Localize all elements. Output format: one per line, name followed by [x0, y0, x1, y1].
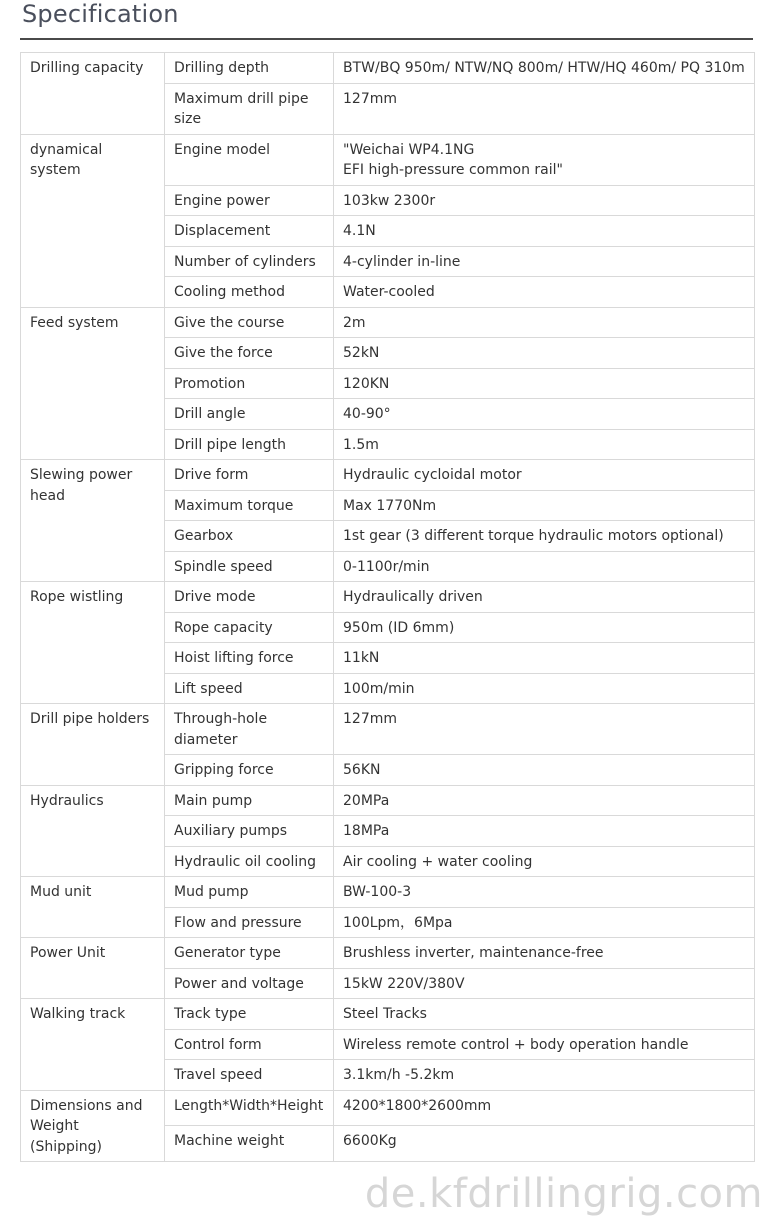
item-cell: Drive form	[165, 460, 334, 491]
item-cell: Gripping force	[165, 755, 334, 786]
item-cell: Control form	[165, 1029, 334, 1060]
page-title: Specification	[22, 0, 179, 28]
watermark-text: de.kfdrillingrig.com	[364, 1171, 763, 1217]
value-cell: 2m	[334, 307, 755, 338]
category-cell: Walking track	[21, 999, 165, 1091]
item-cell: Flow and pressure	[165, 907, 334, 938]
spec-row	[21, 1090, 755, 1126]
item-cell: Track type	[165, 999, 334, 1030]
value-cell: "Weichai WP4.1NG EFI high-pressure common rail"	[334, 134, 755, 185]
value-cell: Brushless inverter, maintenance-free	[334, 938, 755, 969]
value-cell: 4.1N	[334, 216, 755, 247]
item-cell: Drill pipe length	[165, 429, 334, 460]
spec-row	[21, 877, 755, 908]
value-cell: 1.5m	[334, 429, 755, 460]
value-cell: 950m (ID 6mm)	[334, 612, 755, 643]
item-cell: Rope capacity	[165, 612, 334, 643]
category-cell: Drill pipe holders	[21, 704, 165, 786]
item-cell: Gearbox	[165, 521, 334, 552]
category-cell: Dimensions and Weight (Shipping)	[21, 1090, 165, 1162]
value-cell: Air cooling + water cooling	[334, 846, 755, 877]
spec-row	[21, 785, 755, 816]
spec-row	[21, 307, 755, 338]
value-cell: 127mm	[334, 704, 755, 755]
value-cell: 15kW 220V/380V	[334, 968, 755, 999]
value-cell: 56KN	[334, 755, 755, 786]
value-cell: 18MPa	[334, 816, 755, 847]
value-cell: 100Lpm，6Mpa	[334, 907, 755, 938]
value-cell: Max 1770Nm	[334, 490, 755, 521]
value-cell: Steel Tracks	[334, 999, 755, 1030]
item-cell: Power and voltage	[165, 968, 334, 999]
item-cell: Mud pump	[165, 877, 334, 908]
item-cell: Displacement	[165, 216, 334, 247]
category-cell: Slewing power head	[21, 460, 165, 582]
item-cell: Drive mode	[165, 582, 334, 613]
category-cell: dynamical system	[21, 134, 165, 307]
value-cell: 4200*1800*2600mm	[334, 1090, 755, 1126]
spec-row	[21, 134, 755, 185]
item-cell: Promotion	[165, 368, 334, 399]
category-cell: Feed system	[21, 307, 165, 460]
spec-row	[21, 460, 755, 491]
item-cell: Auxiliary pumps	[165, 816, 334, 847]
value-cell: Hydraulically driven	[334, 582, 755, 613]
category-cell: Drilling capacity	[21, 53, 165, 135]
value-cell: 40-90°	[334, 399, 755, 430]
value-cell: 1st gear (3 different torque hydraulic motors optional)	[334, 521, 755, 552]
spec-row	[21, 999, 755, 1030]
value-cell: 103kw 2300r	[334, 185, 755, 216]
spec-row	[21, 704, 755, 755]
item-cell: Give the course	[165, 307, 334, 338]
value-cell: Hydraulic cycloidal motor	[334, 460, 755, 491]
category-cell: Mud unit	[21, 877, 165, 938]
value-cell: 11kN	[334, 643, 755, 674]
value-cell: 52kN	[334, 338, 755, 369]
item-cell: Through-hole diameter	[165, 704, 334, 755]
item-cell: Travel speed	[165, 1060, 334, 1091]
item-cell: Hoist lifting force	[165, 643, 334, 674]
item-cell: Lift speed	[165, 673, 334, 704]
item-cell: Machine weight	[165, 1126, 334, 1162]
item-cell: Engine model	[165, 134, 334, 185]
item-cell: Spindle speed	[165, 551, 334, 582]
spec-row	[21, 582, 755, 613]
item-cell: Number of cylinders	[165, 246, 334, 277]
item-cell: Main pump	[165, 785, 334, 816]
value-cell: Wireless remote control + body operation handle	[334, 1029, 755, 1060]
title-divider	[20, 38, 753, 40]
spec-row	[21, 53, 755, 84]
category-cell: Power Unit	[21, 938, 165, 999]
item-cell: Drilling depth	[165, 53, 334, 84]
specification-table-body	[21, 53, 755, 1162]
item-cell: Maximum torque	[165, 490, 334, 521]
category-cell: Hydraulics	[21, 785, 165, 877]
item-cell: Engine power	[165, 185, 334, 216]
value-cell: 4-cylinder in-line	[334, 246, 755, 277]
item-cell: Maximum drill pipe size	[165, 83, 334, 134]
item-cell: Give the force	[165, 338, 334, 369]
category-cell: Rope wistling	[21, 582, 165, 704]
value-cell: 3.1km/h -5.2km	[334, 1060, 755, 1091]
spec-row	[21, 938, 755, 969]
value-cell: 0-1100r/min	[334, 551, 755, 582]
specification-table	[20, 52, 755, 1162]
value-cell: 127mm	[334, 83, 755, 134]
value-cell: 6600Kg	[334, 1126, 755, 1162]
value-cell: BTW/BQ 950m/ NTW/NQ 800m/ HTW/HQ 460m/ PQ 310m	[334, 53, 755, 84]
item-cell: Cooling method	[165, 277, 334, 308]
item-cell: Generator type	[165, 938, 334, 969]
value-cell: Water-cooled	[334, 277, 755, 308]
value-cell: BW-100-3	[334, 877, 755, 908]
value-cell: 20MPa	[334, 785, 755, 816]
value-cell: 120KN	[334, 368, 755, 399]
item-cell: Hydraulic oil cooling	[165, 846, 334, 877]
item-cell: Drill angle	[165, 399, 334, 430]
value-cell: 100m/min	[334, 673, 755, 704]
item-cell: Length*Width*Height	[165, 1090, 334, 1126]
